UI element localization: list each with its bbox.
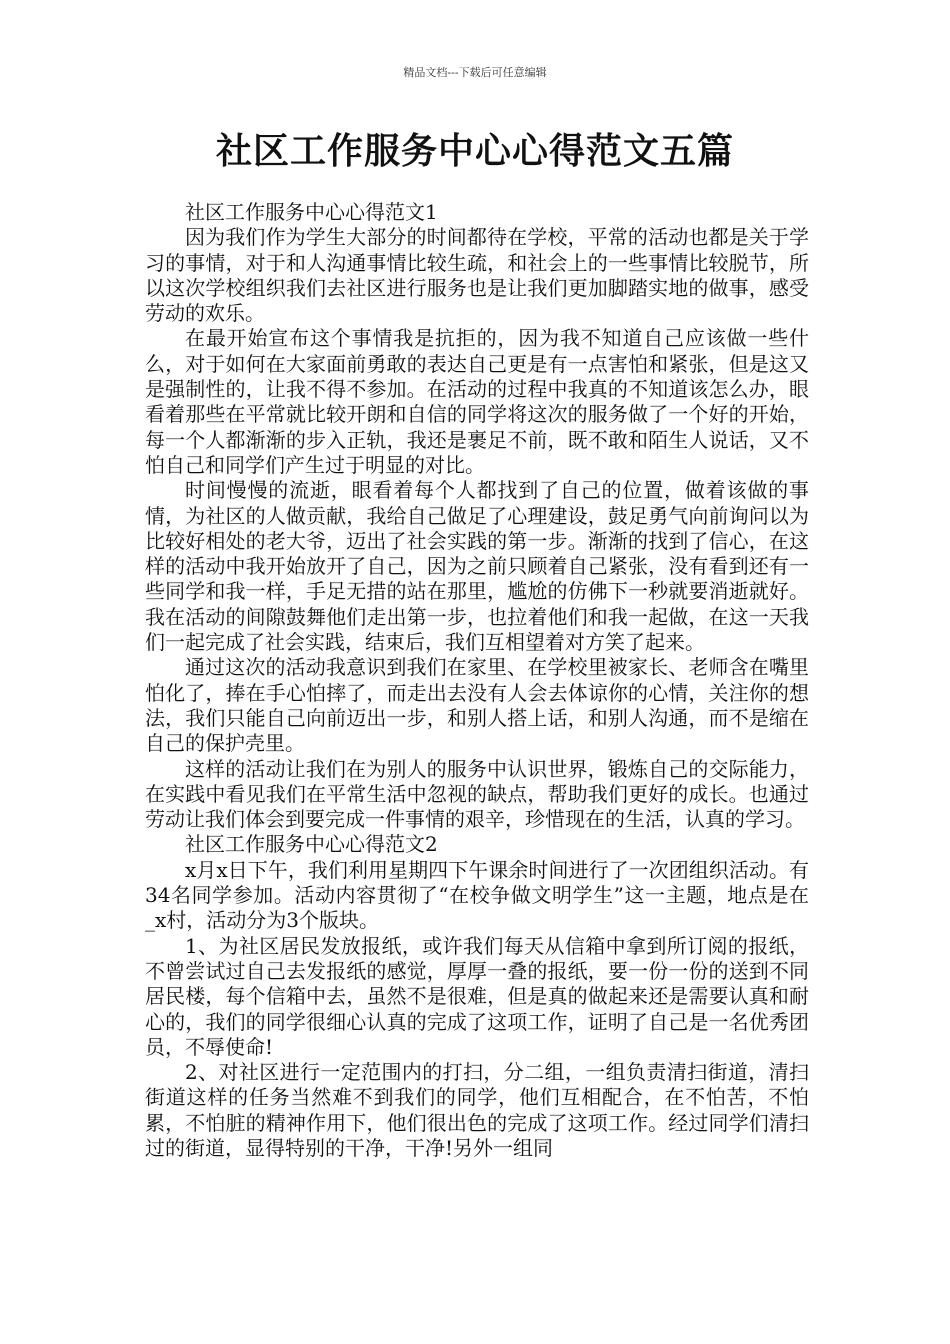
- document-body: [145, 200, 809, 1161]
- body-paragraph: 在最开始宣布这个事情我是抗拒的，因为我不知道自己应该做一些什么，对于如何在大家面前勇敢的表达自己更是有一点害怕和紧张，但是这又是强制性的，让我不得不参加。在活动的过程中我真的不知道该怎么办，眼看着那些在平常就比较开朗和自信的同学将这次的服务做了一个好的开始，每一个人都渐渐的步入正轨，我还是裹足不前，既不敢和陌生人说话，又不怕自己和同学们产生过于明显的对比。: [145, 326, 809, 477]
- body-paragraph: 时间慢慢的流逝，眼看着每个人都找到了自己的位置，做着该做的事情，为社区的人做贡献，我给自己做足了心理建设，鼓足勇气向前询问以为比较好相处的老大爷，迈出了社会实践的第一步。渐渐的找到了信心，在这样的活动中我开始放开了自己，因为之前只顾着自己紧张，没有看到还有一些同学和我一样，手足无措的站在那里，尴尬的仿佛下一秒就要消逝就好。我在活动的间隙鼓舞他们走出第一步，也拉着他们和我一起做，在这一天我们一起完成了社会实践，结束后，我们互相望着对方笑了起来。: [145, 478, 809, 655]
- body-paragraph: 1、为社区居民发放报纸，或许我们每天从信箱中拿到所订阅的报纸，不曾尝试过自己去发报纸的感觉，厚厚一叠的报纸，要一份一份的送到不同居民楼，每个信箱中去，虽然不是很难，但是真的做起来还是需要认真和耐心的，我们的同学很细心认真的完成了这项工作，证明了自己是一名优秀团员，不辱使命!: [145, 933, 809, 1059]
- body-paragraph: 通过这次的活动我意识到我们在家里、在学校里被家长、老师含在嘴里怕化了，捧在手心怕摔了，而走出去没有人会去体谅你的心情，关注你的想法，我们只能自己向前迈出一步，和别人搭上话，和别人沟通，而不是缩在自己的保护壳里。: [145, 655, 809, 756]
- body-paragraph: 2、对社区进行一定范围内的打扫，分二组，一组负责清扫街道，清扫街道这样的任务当然难不到我们的同学，他们互相配合，在不怕苦，不怕累，不怕脏的精神作用下，他们很出色的完成了这项工作。经过同学们清扫过的街道，显得特别的干净，干净!另外一组同: [145, 1060, 809, 1160]
- body-paragraph: x月x日下午，我们利用星期四下午课余时间进行了一次团组织活动。有34名同学参加。活动内容贯彻了“在校争做文明学生”这一主题，地点是在_x村，活动分为3个版块。: [145, 857, 809, 933]
- header-note: 精品文档---下载后可任意编辑: [403, 66, 547, 79]
- section-heading-2: 社区工作服务中心心得范文2: [185, 832, 438, 857]
- body-paragraph: 这样的活动让我们在为别人的服务中认识世界，锻炼自己的交际能力，在实践中看见我们在平常生活中忽视的缺点，帮助我们更好的成长。也通过劳动让我们体会到要完成一件事情的艰辛，珍惜现在的生活，认真的学习。: [145, 756, 809, 832]
- body-paragraph: 因为我们作为学生大部分的时间都待在学校，平常的活动也都是关于学习的事情，对于和人沟通事情比较生疏，和社会上的一些事情比较脱节，所以这次学校组织我们去社区进行服务也是让我们更加脚踏实地的做事，感受劳动的欢乐。: [145, 225, 809, 326]
- section-heading-1: 社区工作服务中心心得范文1: [185, 200, 438, 224]
- document-title: 社区工作服务中心心得范文五篇: [215, 130, 734, 172]
